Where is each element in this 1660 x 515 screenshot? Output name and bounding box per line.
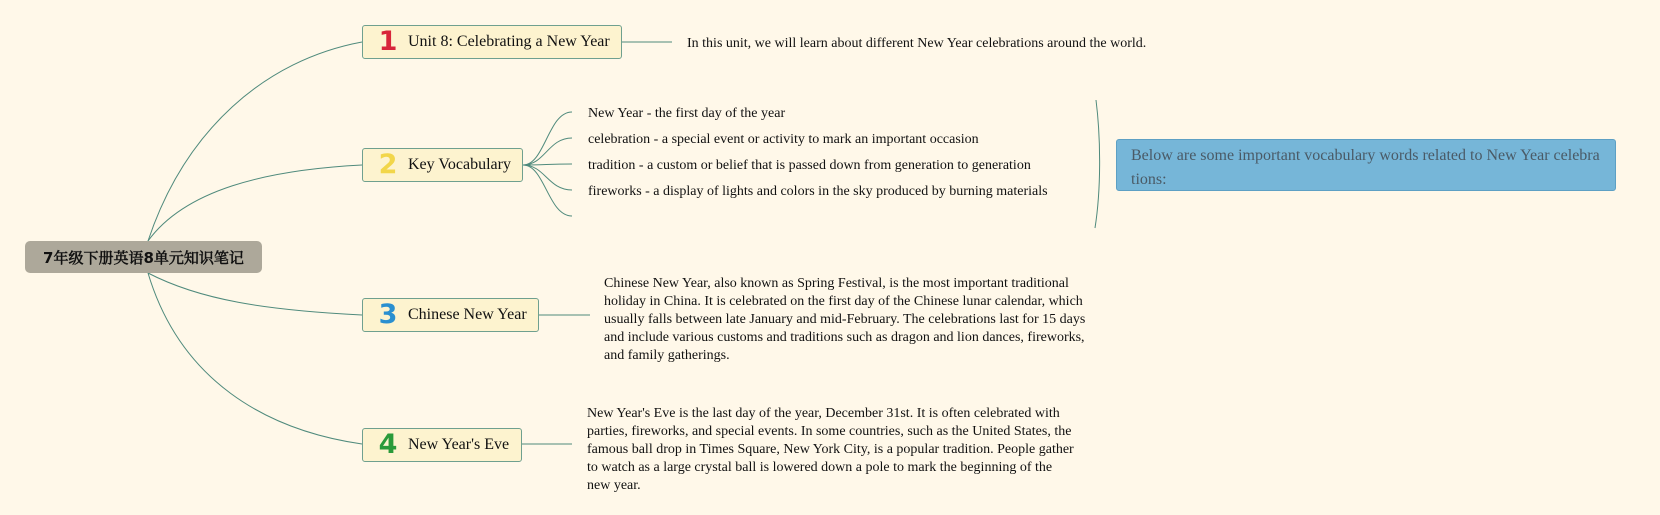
topic-number-1: 1	[378, 26, 398, 57]
connector-vocab-2	[523, 138, 572, 165]
vocab-item-new-year[interactable]: New Year - the first day of the year	[588, 106, 786, 121]
connector-vocab-5	[523, 165, 572, 216]
topic-title-key-vocabulary: Key Vocabulary	[408, 156, 511, 173]
topic-title-unit-8: Unit 8: Celebrating a New Year	[408, 33, 610, 50]
chinese-new-year-description[interactable]: Chinese New Year, also known as Spring Festival, is the most important traditional holiday in China. It is celebrated on the first day of the Chinese lunar calendar, which usually falls between late January and mid-February. The celebrations last for 15 days and include various customs and traditions such as dragon and lion dances, fireworks, and family gatherings.	[604, 276, 1086, 363]
connector-root-topic-4	[148, 273, 362, 444]
vocab-item-fireworks[interactable]: fireworks - a display of lights and colors in the sky produced by burning materials	[588, 184, 1048, 199]
root-title: 7年级下册英语8单元知识笔记	[43, 248, 244, 267]
vocabulary-callout[interactable]: Below are some important vocabulary words related to New Year celebrations:	[1116, 139, 1616, 191]
topic-chinese-new-year[interactable]	[362, 298, 539, 332]
vocab-item-tradition[interactable]: tradition - a custom or belief that is passed down from generation to generation	[588, 158, 1031, 173]
topic-number-2: 2	[378, 149, 398, 180]
topic-key-vocabulary[interactable]	[362, 148, 523, 182]
topic-number-3: 3	[378, 299, 398, 330]
topic-new-years-eve[interactable]	[362, 428, 522, 462]
connector-root-topic-1	[148, 42, 362, 241]
topic-unit-8[interactable]	[362, 25, 622, 59]
vocabulary-bracket	[1095, 100, 1100, 228]
new-years-eve-description[interactable]: New Year's Eve is the last day of the year, December 31st. It is often celebrated with parties, fireworks, and special events. In some countries, such as the United States, the famous ball drop in Times Square, New York City, is a popular tradition. People gather to watch as a large crystal ball is lowered down a pole to mark the beginning of the new year.	[587, 406, 1074, 493]
connector-vocab-4	[523, 165, 572, 190]
topic-title-new-years-eve: New Year's Eve	[408, 436, 510, 453]
topic-title-chinese-new-year: Chinese New Year	[408, 306, 527, 323]
root-node[interactable]	[25, 241, 262, 273]
connector-root-topic-3	[148, 273, 362, 315]
unit-description[interactable]: In this unit, we will learn about different New Year celebrations around the world.	[687, 36, 1147, 51]
topic-number-4: 4	[378, 429, 398, 460]
connector-root-topic-2	[148, 165, 362, 241]
vocab-item-celebration[interactable]: celebration - a special event or activity to mark an important occasion	[588, 132, 979, 147]
